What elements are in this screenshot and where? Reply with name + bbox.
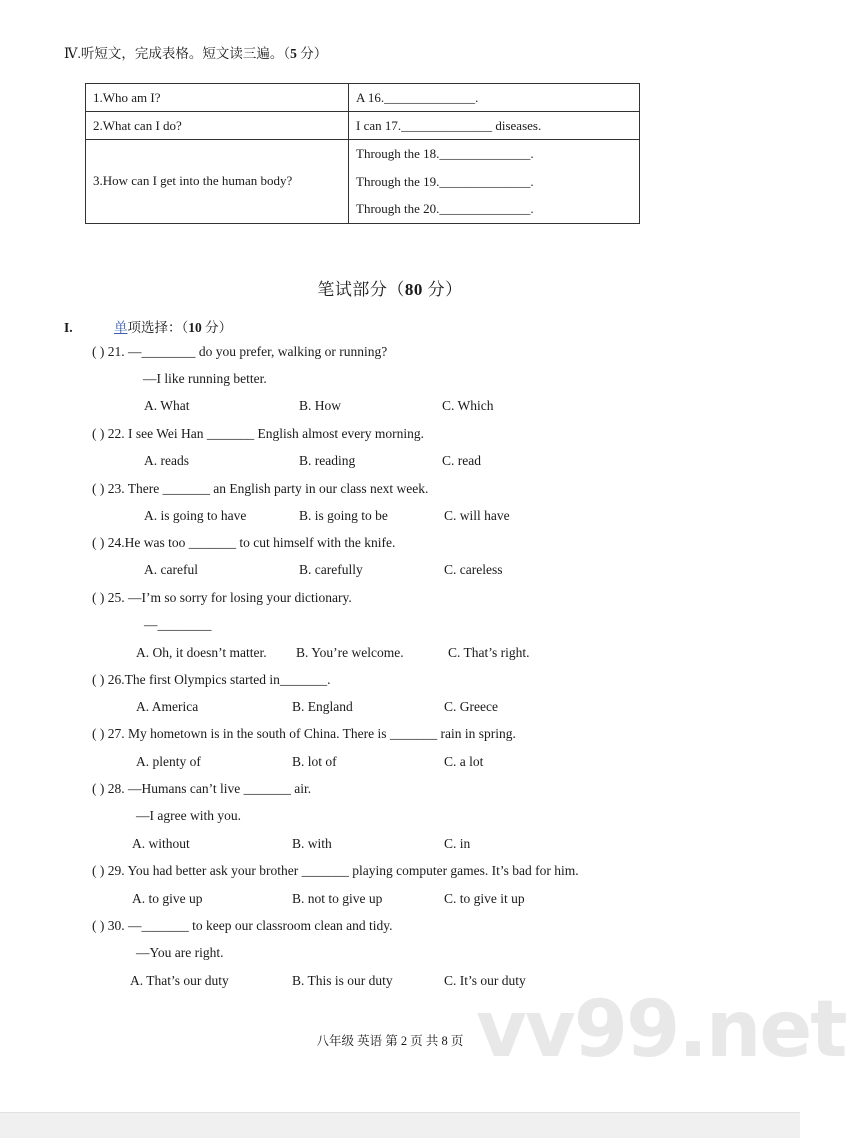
- option-c: C. will have: [444, 508, 510, 523]
- question-stem: ( ) 26.The first Olympics started in_______.: [92, 672, 331, 687]
- part-one-heading: [64, 316, 232, 336]
- listening-table: [85, 83, 640, 224]
- option-b: B. England: [292, 699, 353, 714]
- option-c: C. read: [442, 453, 481, 468]
- table-row: [86, 112, 640, 140]
- part-heading-score: 10: [188, 320, 202, 335]
- option-a: A. without: [132, 836, 190, 851]
- table-cell-answer: [349, 140, 640, 224]
- option-b: B. reading: [299, 453, 356, 468]
- question-stem: ( ) 21. —________ do you prefer, walking or running?: [92, 344, 388, 359]
- option-a: A. careful: [144, 562, 198, 577]
- table-cell-answer: I can 17.______________ diseases.: [349, 112, 640, 140]
- question-stem: ( ) 27. My hometown is in the south of China. There is _______ rain in spring.: [92, 726, 516, 741]
- answer-line: Through the 18.______________.: [356, 146, 534, 161]
- listening-heading-tail: 分）: [296, 46, 328, 61]
- option-a: A. to give up: [132, 891, 203, 906]
- option-a: A. America: [136, 699, 199, 714]
- option-b: B. lot of: [292, 754, 337, 769]
- part-heading-tail: 分）: [201, 320, 233, 335]
- written-part-title: [0, 275, 780, 300]
- question-reply: —________: [144, 617, 212, 632]
- option-c: C. Greece: [444, 699, 498, 714]
- question-stem: ( ) 29. You had better ask your brother _______ playing computer games. It’s bad for him.: [92, 863, 579, 878]
- question-stem: ( ) 28. —Humans can’t live _______ air.: [92, 781, 312, 796]
- option-c: C. That’s right.: [448, 645, 530, 660]
- viewer-bottom-bar: [0, 1112, 800, 1138]
- part-heading-text: 项选择：（: [127, 320, 189, 335]
- question-stem: ( ) 23. There _______ an English party in our class next week.: [92, 481, 429, 496]
- answer-line: Through the 19.______________.: [356, 173, 534, 189]
- written-title-prefix: 笔试部分（: [317, 280, 405, 299]
- table-cell-question: 3.How can I get into the human body?: [86, 140, 349, 224]
- option-a: A. is going to have: [144, 508, 247, 523]
- question-stem: ( ) 22. I see Wei Han _______ English almost every morning.: [92, 426, 424, 441]
- option-b: B. You’re welcome.: [296, 645, 404, 660]
- option-c: C. a lot: [444, 754, 484, 769]
- watermark-logo: vv99.net: [476, 985, 846, 1075]
- option-c: C. careless: [444, 562, 503, 577]
- listening-heading: [64, 42, 327, 62]
- question-reply: —I like running better.: [143, 371, 267, 386]
- option-a: A. reads: [144, 453, 189, 468]
- option-b: B. is going to be: [299, 508, 388, 523]
- option-b: B. with: [292, 836, 332, 851]
- table-cell-question: 2.What can I do?: [86, 112, 349, 140]
- listening-heading-text: Ⅳ.听短文，完成表格。短文读三遍。（: [64, 46, 291, 61]
- question-stem: ( ) 24.He was too _______ to cut himself with the knife.: [92, 535, 396, 550]
- written-title-score: 80: [404, 280, 423, 299]
- table-row: [86, 140, 640, 224]
- option-c: C. It’s our duty: [444, 973, 526, 988]
- option-a: A. Oh, it doesn’t matter.: [136, 645, 267, 660]
- part-heading-link[interactable]: 单: [114, 320, 128, 335]
- option-b: B. carefully: [299, 562, 363, 577]
- option-b: B. How: [299, 398, 342, 413]
- question-stem: ( ) 25. —I’m so sorry for losing your dictionary.: [92, 590, 352, 605]
- written-title-suffix: 分）: [422, 280, 463, 299]
- option-c: C. to give it up: [444, 891, 525, 906]
- answer-line: Through the 20.______________.: [356, 201, 534, 216]
- option-a: A. plenty of: [136, 754, 201, 769]
- option-b: B. This is our duty: [292, 973, 393, 988]
- question-reply: —I agree with you.: [136, 808, 241, 823]
- table-row: [86, 84, 640, 112]
- question-stem: ( ) 30. —_______ to keep our classroom clean and tidy.: [92, 918, 393, 933]
- part-roman-numeral: I.: [64, 320, 73, 335]
- question-reply: —You are right.: [136, 945, 224, 960]
- listening-heading-score: 5: [290, 46, 297, 61]
- table-cell-question: 1.Who am I?: [86, 84, 349, 112]
- option-a: A. That’s our duty: [130, 973, 229, 988]
- option-b: B. not to give up: [292, 891, 383, 906]
- option-c: C. Which: [442, 398, 494, 413]
- option-a: A. What: [144, 398, 190, 413]
- page-footer: 八年级 英语 第 2 页 共 8 页: [316, 1034, 464, 1048]
- table-cell-answer: A 16.______________.: [349, 84, 640, 112]
- option-c: C. in: [444, 836, 471, 851]
